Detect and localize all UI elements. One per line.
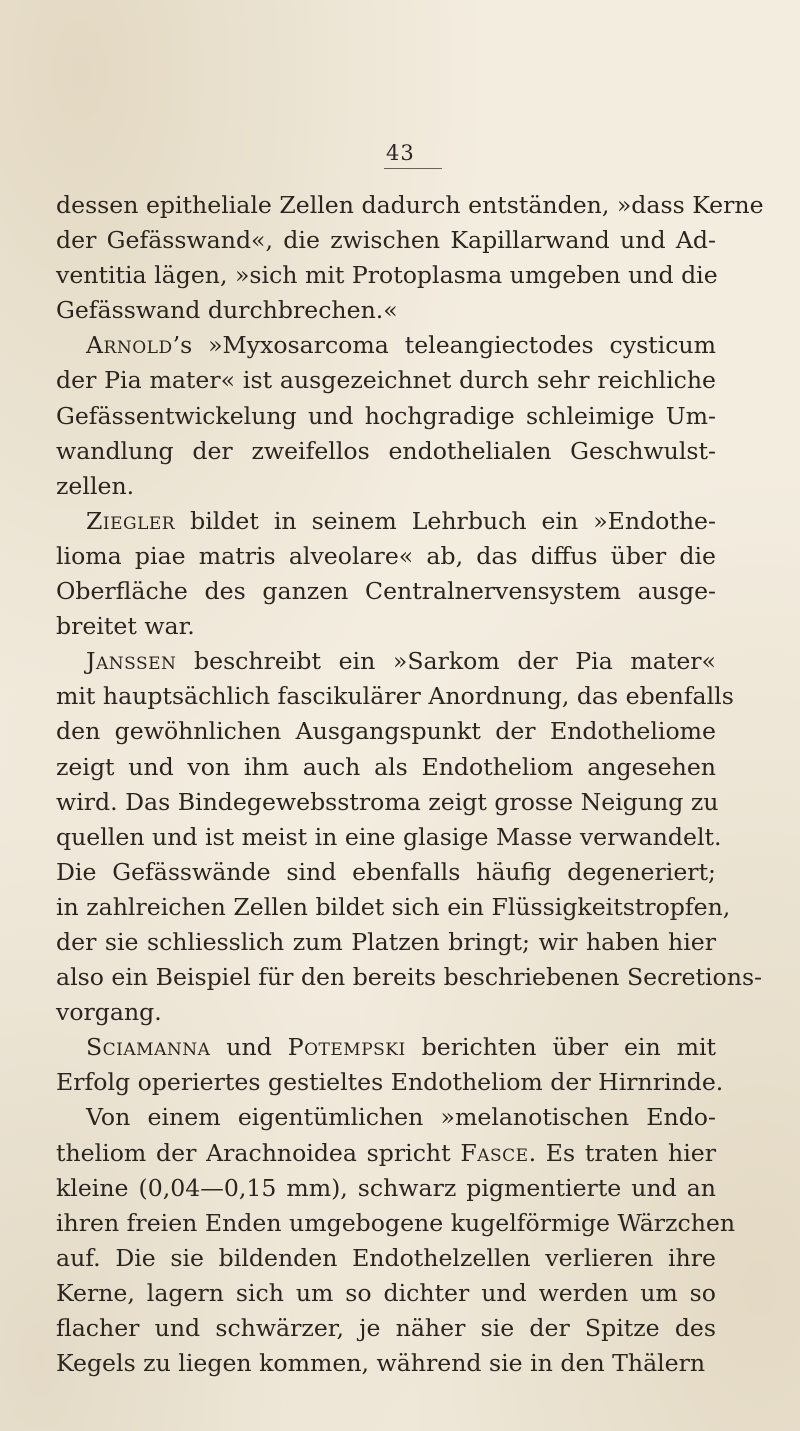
text-line [56, 1346, 716, 1381]
text-segment: berichten über ein mit [405, 1033, 716, 1062]
text-line [56, 925, 716, 960]
text-segment: beschreibt ein »Sarkom der Pia mater« [176, 647, 716, 676]
text-segment: ’s »Myxosarcoma teleangiectodes cysticum [172, 331, 716, 360]
text-line [56, 328, 716, 363]
text-line [56, 504, 716, 539]
text-segment: quellen und ist meist in eine glasige Masse verwandelt. [56, 822, 722, 851]
paragraph [56, 328, 716, 503]
text-segment: ihren freien Enden umgebogene kugelförmige Wärzchen [56, 1208, 736, 1237]
text-line [56, 1065, 724, 1100]
text-line [56, 609, 716, 644]
text-segment: der Gefässwand«, die zwischen Kapillarwand und Ad- [56, 226, 716, 255]
text-line [56, 223, 716, 258]
text-line [56, 258, 716, 293]
text-segment: wandlung der zweifellos endothelialen Geschwulst- [56, 436, 716, 465]
author-name: Potempski [287, 1033, 406, 1062]
text-line [56, 363, 716, 398]
text-segment: Gefässwand durchbrechen.« [56, 296, 398, 325]
text-line [56, 188, 764, 223]
text-segment: der Pia mater« ist ausgezeichnet durch sehr reichliche [56, 366, 716, 395]
page-number-rule [384, 168, 442, 169]
text-segment: theliom der Arachnoidea spricht [56, 1138, 461, 1167]
text-segment: bildet in seinem Lehrbuch ein »Endothe- [175, 506, 716, 535]
text-segment: Kerne, lagern sich um so dichter und werden um so [56, 1278, 716, 1307]
text-line [56, 293, 716, 328]
text-line [56, 714, 716, 749]
body-text [56, 188, 764, 1381]
text-line [56, 1276, 716, 1311]
text-line [56, 399, 716, 434]
author-name: Janssen [86, 647, 177, 676]
text-segment: flacher und schwärzer, je näher sie der Spitze des [56, 1314, 716, 1342]
text-line [56, 960, 763, 995]
text-line [56, 574, 716, 609]
text-segment: vorgang. [56, 998, 162, 1027]
paragraph [56, 1100, 736, 1381]
author-name: Fasce [460, 1138, 529, 1167]
text-line [56, 750, 716, 785]
text-segment: . Es traten hier [528, 1138, 717, 1167]
author-name: Sciamanna [86, 1033, 211, 1062]
text-line [56, 1171, 716, 1206]
text-segment: wird. Das Bindegewebsstroma zeigt grosse Neigung zu [56, 787, 719, 816]
text-segment: der sie schliesslich zum Platzen bringt; wir haben hier [56, 927, 716, 956]
text-line [56, 820, 722, 855]
text-segment: auf. Die sie bildenden Endothelzellen verlieren ihre [56, 1243, 716, 1272]
text-line [56, 1030, 716, 1065]
text-segment: Von einem eigentümlichen »melanotischen Endo- [86, 1103, 716, 1132]
text-segment: Oberfläche des ganzen Centralnervensystem ausge- [56, 577, 716, 606]
text-segment: den gewöhnlichen Ausgangspunkt der Endotheliome [56, 717, 716, 746]
text-segment: lioma piae matris alveolare« ab, das diffus über die [56, 541, 716, 570]
page-number: 43 [386, 141, 415, 165]
author-name: Ziegler [86, 506, 176, 535]
paragraph [56, 644, 763, 1030]
text-line [56, 890, 731, 925]
text-line [56, 1136, 716, 1171]
paragraph [56, 1030, 724, 1100]
text-segment: Erfolg operiertes gestieltes Endotheliom der Hirnrinde. [56, 1068, 724, 1097]
text-segment: Kegels zu liegen kommen, während sie in den Thälern [56, 1349, 706, 1378]
text-line [56, 469, 716, 504]
text-segment: breitet war. [56, 612, 195, 641]
text-segment: zellen. [56, 471, 135, 500]
text-line [56, 785, 719, 820]
paragraph [56, 188, 764, 328]
text-segment: kleine (0,04—0,15 mm), schwarz pigmentierte und an [56, 1173, 716, 1202]
text-line [56, 855, 716, 890]
text-line [56, 644, 716, 679]
text-segment: in zahlreichen Zellen bildet sich ein Flüssigkeitstropfen, [56, 892, 731, 921]
text-segment: zeigt und von ihm auch als Endotheliom angesehen [56, 752, 716, 781]
author-name: Arnold [86, 331, 173, 360]
text-line [56, 1206, 736, 1241]
text-segment: ventitia lägen, »sich mit Protoplasma umgeben und die [56, 261, 718, 290]
text-segment: und [210, 1033, 288, 1062]
paragraph [56, 504, 716, 644]
text-segment: mit hauptsächlich fascikulärer Anordnung, das ebenfalls [56, 682, 734, 711]
text-segment: also ein Beispiel für den bereits beschriebenen Secretions- [56, 963, 763, 992]
text-line [56, 434, 716, 469]
text-line [56, 995, 716, 1030]
text-line [56, 679, 734, 714]
text-line [56, 1241, 716, 1276]
text-line [56, 539, 716, 574]
text-line [56, 1311, 716, 1346]
text-segment: Gefässentwickelung und hochgradige schleimige Um- [56, 401, 716, 430]
text-segment: dessen epitheliale Zellen dadurch entständen, »dass Kerne [56, 191, 764, 219]
text-segment: Die Gefässwände sind ebenfalls häufig degeneriert; [56, 857, 716, 886]
text-line [56, 1100, 716, 1135]
